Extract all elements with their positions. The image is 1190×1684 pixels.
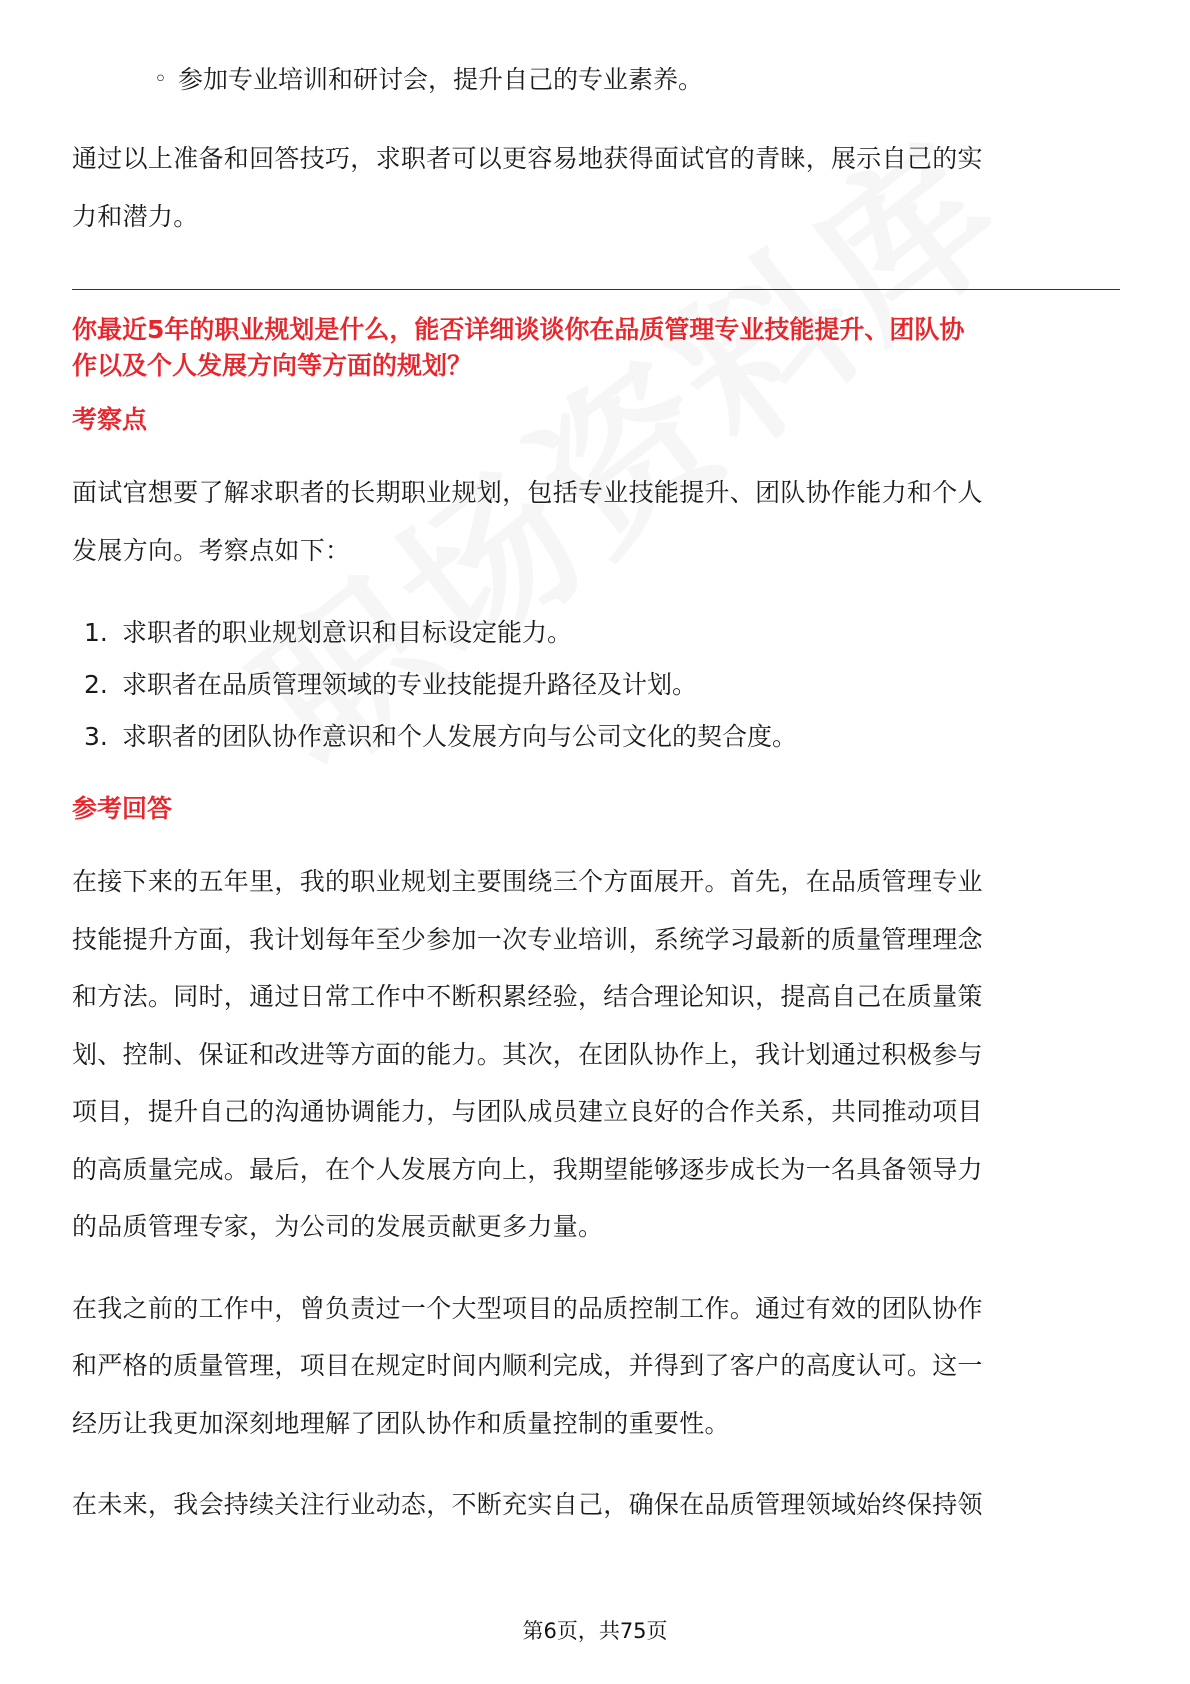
text-line: 力和潜力。: [72, 201, 199, 231]
list-text: 求职者的团队协作意识和个人发展方向与公司文化的契合度。: [122, 722, 798, 751]
page-content: [72, 60, 1120, 1534]
list-item: [72, 711, 1120, 763]
focus-paragraph: [72, 464, 1120, 579]
conclusion-paragraph: [72, 130, 1120, 245]
text-line: 技能提升方面，我计划每年至少参加一次专业培训，系统学习最新的质量管理理念: [72, 924, 983, 954]
answer-heading: 参考回答: [72, 794, 173, 823]
hollow-bullet-icon: ◦: [154, 67, 167, 92]
text-line: 发展方向。考察点如下：: [72, 535, 351, 565]
text-line: 和严格的质量管理，项目在规定时间内顺利完成，并得到了客户的高度认可。这一: [72, 1351, 983, 1380]
text-line: 在未来，我会持续关注行业动态，不断充实自己，确保在品质管理领域始终保持领: [72, 1490, 983, 1519]
answer-paragraph-3: [72, 1476, 1120, 1534]
list-text: 求职者的职业规划意识和目标设定能力。: [122, 618, 573, 647]
text-line: 项目，提升自己的沟通协调能力，与团队成员建立良好的合作关系，共同推动项目: [72, 1097, 983, 1126]
text-line: 面试官想要了解求职者的长期职业规划，包括专业技能提升、团队协作能力和个人: [72, 478, 983, 507]
question-line: 你最近5年的职业规划是什么，能否详细谈谈你在品质管理专业技能提升、团队协: [72, 315, 965, 344]
question-line: 作以及个人发展方向等方面的规划？: [72, 351, 473, 380]
list-number: 3.: [84, 722, 108, 751]
bullet-text: 参加专业培训和研讨会，提升自己的专业素养。: [178, 65, 704, 94]
list-number: 2.: [84, 670, 108, 699]
text-line: 在接下来的五年里，我的职业规划主要围绕三个方面展开。首先，在品质管理专业: [72, 867, 983, 896]
answer-paragraph-2: [72, 1280, 1120, 1453]
list-number: 1.: [84, 618, 108, 647]
focus-heading: 考察点: [72, 405, 148, 434]
text-line: 经历让我更加深刻地理解了团队协作和质量控制的重要性。: [72, 1408, 730, 1438]
answer-paragraph-1: [72, 853, 1120, 1256]
focus-list: [72, 607, 1120, 763]
text-line: 的品质管理专家，为公司的发展贡献更多力量。: [72, 1212, 604, 1241]
text-line: 和方法。同时，通过日常工作中不断积累经验，结合理论知识，提高自己在质量策: [72, 982, 983, 1011]
list-item: [72, 607, 1120, 659]
text-line: 划、控制、保证和改进等方面的能力。其次，在团队协作上，我计划通过积极参与: [72, 1039, 983, 1069]
bullet-item: [72, 60, 1120, 100]
section-divider: [72, 289, 1120, 290]
page-number-footer: 第6页，共75页: [522, 1619, 668, 1643]
text-line: 通过以上准备和回答技巧，求职者可以更容易地获得面试官的青睐，展示自己的实: [72, 144, 983, 173]
list-text: 求职者在品质管理领域的专业技能提升路径及计划。: [122, 670, 698, 699]
question-heading: [72, 312, 1120, 384]
text-line: 在我之前的工作中，曾负责过一个大型项目的品质控制工作。通过有效的团队协作: [72, 1293, 983, 1323]
text-line: 的高质量完成。最后，在个人发展方向上，我期望能够逐步成长为一名具备领导力: [72, 1154, 983, 1184]
list-item: [72, 659, 1120, 711]
